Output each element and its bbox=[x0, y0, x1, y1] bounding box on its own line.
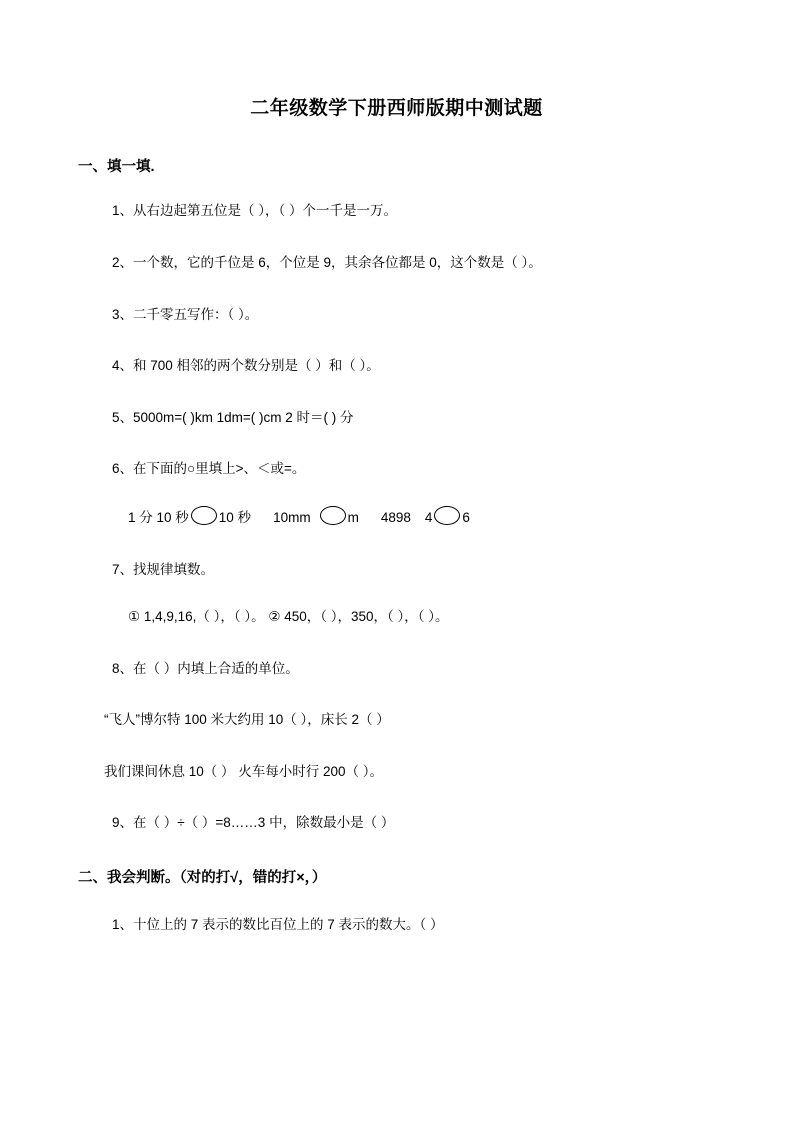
compare-item-3-right: 6 bbox=[462, 509, 470, 525]
section-heading-two: 二、我会判断。（对的打√，错的打×，） bbox=[78, 870, 327, 887]
question-1-8: 8、在（ ）内填上合适的单位。 bbox=[112, 660, 299, 676]
question-1-5: 5、5000m=( )km 1dm=( )cm 2 时＝( ) 分 bbox=[112, 409, 354, 425]
question-1-7-sequences: ① 1,4,9,16,（ ），（ ）。 ② 450，（ ），350，（ ），（ ）。 bbox=[128, 609, 449, 625]
section-true-false bbox=[78, 868, 715, 935]
question-1-7: 7、找规律填数。 bbox=[112, 561, 215, 577]
compare-item-2-right: m bbox=[347, 509, 359, 525]
question-2-1: 1、十位上的 7 表示的数比百位上的 7 表示的数大。（ ） bbox=[112, 916, 444, 932]
question-1-6: 6、在下面的○里填上>、＜或=。 bbox=[112, 461, 306, 477]
compare-item-1-left: 1 分 10 秒 bbox=[128, 509, 189, 525]
question-1-8-line-b: 我们课间休息 10（ ） 火车每小时行 200（ ）。 bbox=[104, 763, 384, 779]
question-1-9: 9、在（ ）÷（ ）=8……3 中，除数最小是（ ） bbox=[112, 815, 395, 831]
compare-item-3-left: 4898 bbox=[380, 509, 411, 525]
section-heading-one: 一、填一填. bbox=[78, 158, 155, 175]
question-1-4: 4、和 700 相邻的两个数分别是（ ）和（ ）。 bbox=[112, 358, 380, 374]
question-1-8-line-a: “飞人”博尔特 100 米大约用 10（ ），床长 2（ ） bbox=[104, 712, 390, 728]
compare-item-2-left: 10mm bbox=[273, 509, 311, 525]
question-1-3: 3、二千零五写作：（ ）。 bbox=[112, 306, 259, 322]
question-1-1: 1、从右边起第五位是（ ），（ ）个一千是一万。 bbox=[112, 203, 398, 219]
compare-item-1-right: 10 秒 bbox=[218, 509, 252, 525]
page-title: 二年级数学下册西师版期中测试题 bbox=[250, 98, 543, 119]
question-1-6-comparisons bbox=[78, 506, 715, 529]
question-1-2: 2、一个数，它的千位是 6，个位是 9，其余各位都是 0，这个数是（ ）。 bbox=[112, 254, 542, 270]
compare-item-3-mid: 4 bbox=[424, 509, 433, 525]
section-fill-in-blanks bbox=[78, 157, 715, 834]
circle-blank-icon bbox=[320, 506, 346, 525]
circle-blank-icon bbox=[434, 506, 460, 525]
circle-blank-icon bbox=[191, 506, 217, 525]
